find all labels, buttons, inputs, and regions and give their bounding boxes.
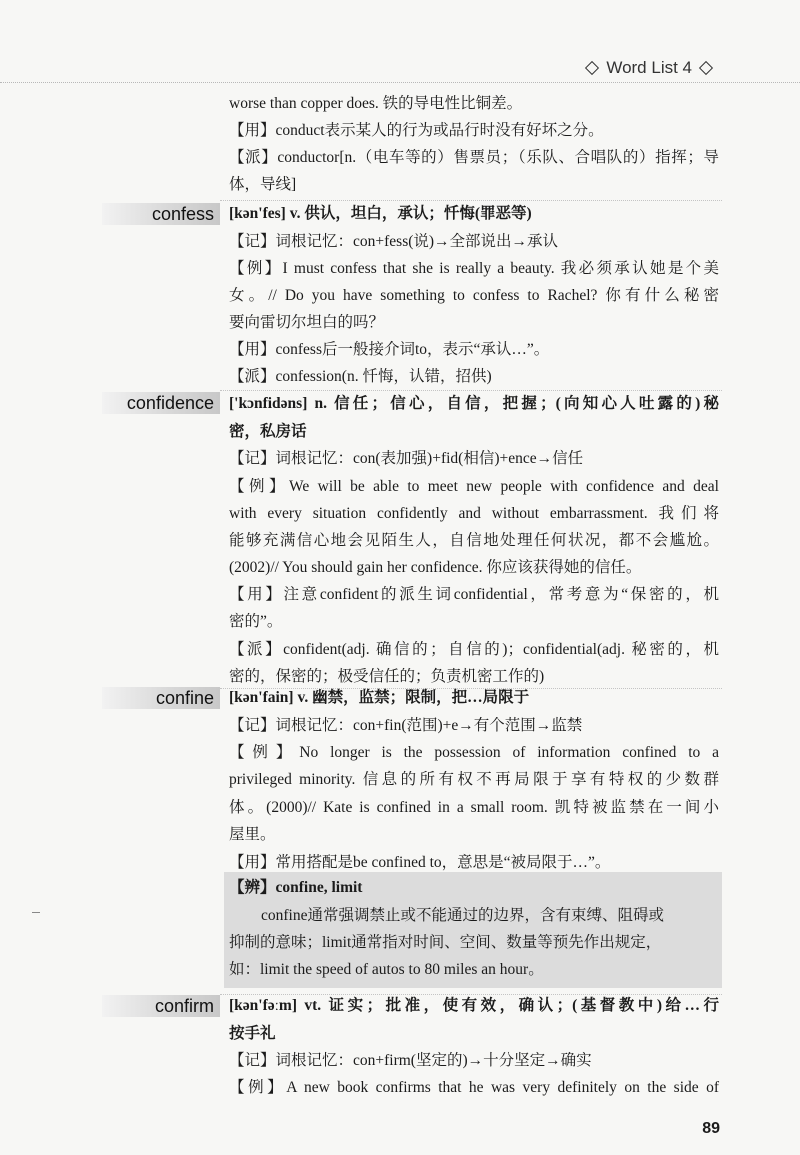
diamond-right-icon <box>700 62 712 74</box>
entry-line: 【用】注意confident的派生词confidential，常考意为“保密的，机 <box>229 586 719 603</box>
headword-confirm: confirm <box>154 996 214 1016</box>
distinction-line: confine通常强调禁止或不能通过的边界，含有束缚、阻碍或 <box>261 907 664 924</box>
entry-line: 【记】词根记忆：con+fin(范围)+e→有个范围→监禁 <box>229 717 583 734</box>
entry-line: 要向雷切尔坦白的吗？ <box>229 314 385 331</box>
intro-line: 【用】conduct表示某人的行为或品行时没有好坏之分。 <box>229 122 604 139</box>
page-header <box>0 48 800 83</box>
distinction-title: 【辨】confine, limit <box>229 879 363 896</box>
entry-line: [kən'fes] v. 供认，坦白，承认；忏悔(罪恶等) <box>229 205 532 222</box>
distinction-box <box>224 872 722 988</box>
headword-confess: confess <box>151 204 214 224</box>
entry-line: ['kɔnfidəns] n. 信任；信心，自信，把握；(向知心人吐露的)秘 <box>229 395 719 412</box>
headword-bar <box>102 392 220 414</box>
entry-line: 【派】confession(n. 忏悔，认错，招供) <box>229 368 492 385</box>
intro-line: worse than copper does. 铁的导电性比铜差。 <box>229 95 523 112</box>
entry-divider <box>220 200 722 201</box>
intro-line: 【派】conductor[n.（电车等的）售票员；（乐队、合唱队的）指挥；导 <box>229 149 719 166</box>
entry-line: 【记】词根记忆：con+firm(坚定的)→十分坚定→确实 <box>229 1052 592 1069</box>
entry-line: 【记】词根记忆：con(表加强)+fid(相信)+ence→信任 <box>229 450 584 467</box>
diamond-left-icon <box>586 62 598 74</box>
headword-confine: confine <box>155 688 214 708</box>
entry-line: 密的，保密的；极受信任的；负责机密工作的) <box>229 668 545 685</box>
entry-line: privileged minority. 信息的所有权不再局限于享有特权的少数群 <box>229 771 719 788</box>
entry-line: [kən'fəːm] vt. 证实；批准，使有效，确认；(基督教中)给…行 <box>229 997 719 1014</box>
headword-bar <box>102 203 220 225</box>
distinction-line: 如：limit the speed of autos to 80 miles an hour。 <box>229 961 544 978</box>
distinction-line: 抑制的意味；limit通常指对时间、空间、数量等预先作出规定， <box>229 934 662 951</box>
entry-line: 按手礼 <box>229 1025 276 1042</box>
entry-line: (2002)// You should gain her confidence. 你应该获得她的信任。 <box>229 559 642 576</box>
entry-line: 【例】We will be able to meet new people with confidence and deal <box>229 478 719 495</box>
entry-line: 密的”。 <box>229 613 283 630</box>
running-head <box>586 58 712 78</box>
entry-divider <box>220 390 722 391</box>
entry-line: 【例】I must confess that she is really a beauty. 我必须承认她是个美 <box>229 260 719 277</box>
entry-line: 【用】confess后一般接介词to，表示“承认…”。 <box>229 341 550 358</box>
entry-line: 【记】词根记忆：con+fess(说)→全部说出→承认 <box>229 233 559 250</box>
entry-line: [kən'fain] v. 幽禁，监禁；限制，把…局限于 <box>229 689 530 706</box>
headword-bar <box>102 995 220 1017</box>
page-number: 89 <box>702 1120 720 1137</box>
entry-line: 【例】A new book confirms that he was very definitely on the side of <box>229 1079 719 1096</box>
entry-line: with every situation confidently and without embarrassment. 我们将 <box>229 505 719 522</box>
intro-line: 体，导线] <box>229 176 297 193</box>
headword-bar <box>102 687 220 709</box>
entry-line: 【用】常用搭配是be confined to，意思是“被局限于…”。 <box>229 854 611 871</box>
entry-line: 屋里。 <box>229 826 276 843</box>
entry-line: 体。(2000)// Kate is confined in a small room. 凯特被监禁在一间小 <box>229 799 719 816</box>
running-head-text: Word List 4 <box>606 58 692 77</box>
entry-line: 女。// Do you have something to confess to Rachel? 你有什么秘密 <box>229 287 719 304</box>
entry-line: 【例】No longer is the possession of information confined to a <box>229 744 719 761</box>
entry-line: 能够充满信心地会见陌生人，自信地处理任何状况，都不会尴尬。 <box>229 532 719 549</box>
entry-line: 密，私房话 <box>229 423 307 440</box>
margin-mark <box>32 912 40 913</box>
entry-line: 【派】confident(adj. 确信的；自信的)；confidential(adj. 秘密的，机 <box>229 641 719 658</box>
headword-confidence: confidence <box>126 393 214 413</box>
